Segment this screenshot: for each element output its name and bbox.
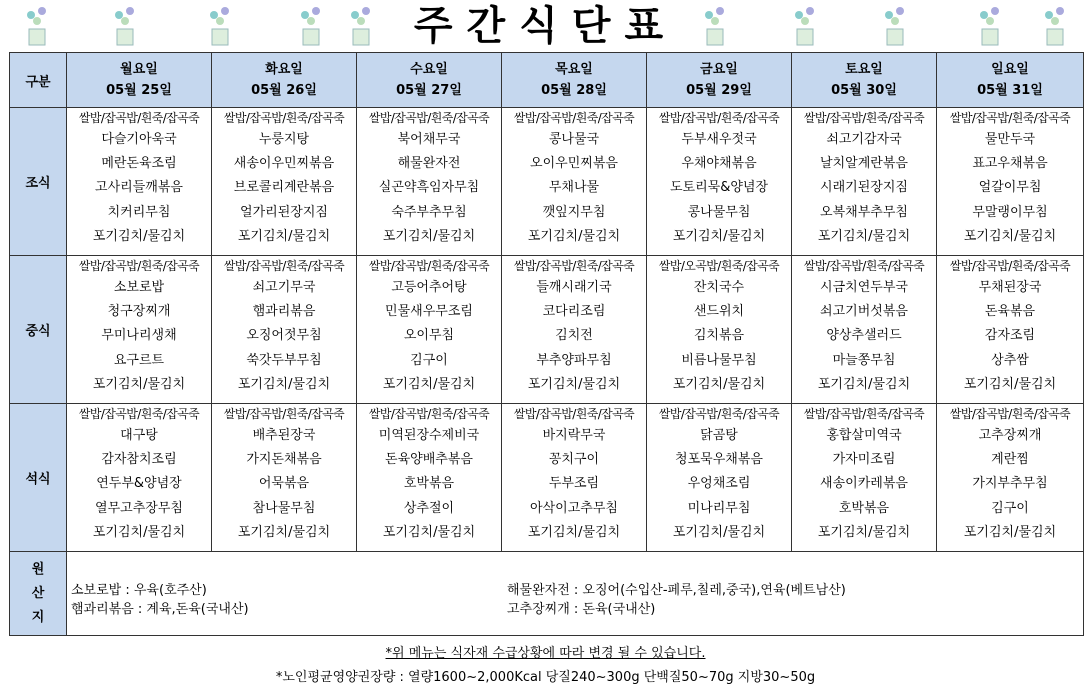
menu-item: 대구탕 bbox=[120, 428, 158, 443]
menu-item: 포기김치/물김치 bbox=[92, 524, 186, 540]
menu-item: 포기김치/물김치 bbox=[817, 524, 911, 540]
menu-item: 포기김치/물김치 bbox=[382, 376, 476, 392]
day-header bbox=[502, 53, 647, 108]
menu-item: 소보로밥 bbox=[113, 280, 165, 295]
menu-cell bbox=[502, 108, 647, 256]
day-name: 토요일 bbox=[845, 62, 883, 77]
menu-item: 무채나물 bbox=[548, 180, 600, 196]
menu-item: 호박볶음 bbox=[838, 500, 890, 516]
origin-line bbox=[71, 581, 1083, 600]
menu-item: 김구이 bbox=[410, 352, 448, 368]
menu-cell bbox=[502, 256, 647, 404]
weekly-menu-table bbox=[9, 52, 1084, 636]
menu-item: 얼갈이무침 bbox=[978, 180, 1042, 196]
menu-item: 포기김치/물김치 bbox=[963, 376, 1057, 392]
menu-item: 다슬기아욱국 bbox=[101, 132, 177, 147]
meal-rows bbox=[10, 108, 1084, 552]
menu-item: 부추양파무침 bbox=[536, 352, 612, 368]
menu-item: 쇠고기감자국 bbox=[826, 132, 902, 147]
day-date: 05월 31일 bbox=[977, 83, 1043, 98]
gubun-header: 구분 bbox=[10, 53, 67, 108]
menu-item: 포기김치/물김치 bbox=[92, 376, 186, 392]
menu-item: 쇠고기버섯볶음 bbox=[820, 304, 908, 320]
menu-item: 포기김치/물김치 bbox=[963, 524, 1057, 540]
menu-item: 상추쌈 bbox=[991, 352, 1029, 368]
origin-line bbox=[71, 600, 1083, 619]
menu-item: 쇠고기무국 bbox=[252, 280, 316, 295]
menu-item: 마늘쫑무침 bbox=[832, 352, 896, 368]
menu-item: 닭곰탕 bbox=[700, 428, 738, 443]
page-header bbox=[0, 0, 1091, 52]
menu-item: 포기김치/물김치 bbox=[527, 228, 621, 244]
menu-cell bbox=[937, 256, 1084, 404]
menu-item: 쌀밥/잡곡밥/흰죽/잡곡죽 bbox=[949, 407, 1071, 421]
menu-cell bbox=[647, 108, 792, 256]
menu-cell bbox=[67, 404, 212, 552]
menu-item: 표고우채볶음 bbox=[972, 156, 1048, 172]
menu-cell bbox=[212, 108, 357, 256]
nutrition-notice: *노인평균영양권장량 : 열량1600~2,000Kcal 당질240~300g 단백질50~70g 지방30~50g bbox=[275, 670, 816, 685]
origin-label-char: 산 bbox=[31, 585, 45, 601]
menu-cell bbox=[502, 404, 647, 552]
menu-item: 양상추샐러드 bbox=[826, 328, 902, 344]
menu-item: 쌀밥/잡곡밥/흰죽/잡곡죽 bbox=[78, 111, 200, 125]
menu-item: 미역된장수제비국 bbox=[378, 428, 480, 443]
menu-item: 돈육양배추볶음 bbox=[385, 452, 473, 468]
menu-cell bbox=[792, 108, 937, 256]
menu-item: 쌀밥/잡곡밥/흰죽/잡곡죽 bbox=[368, 259, 490, 273]
day-date: 05월 25일 bbox=[106, 83, 172, 98]
menu-item: 새송이우민찌볶음 bbox=[233, 156, 335, 172]
day-date: 05월 30일 bbox=[831, 83, 897, 98]
menu-item: 쌀밥/잡곡밥/흰죽/잡곡죽 bbox=[658, 407, 780, 421]
day-name: 월요일 bbox=[120, 62, 158, 77]
menu-item: 쌀밥/잡곡밥/흰죽/잡곡죽 bbox=[949, 259, 1071, 273]
menu-item: 김치볶음 bbox=[693, 328, 745, 344]
day-header bbox=[937, 53, 1084, 108]
day-name: 목요일 bbox=[555, 62, 593, 77]
meal-row bbox=[10, 404, 1084, 552]
day-header-row bbox=[10, 53, 1084, 108]
day-header bbox=[792, 53, 937, 108]
menu-item: 실곤약흑임자무침 bbox=[378, 180, 480, 196]
origin-label-char: 지 bbox=[31, 609, 45, 625]
menu-item: 미나리무침 bbox=[687, 500, 751, 516]
origin-row bbox=[10, 552, 1084, 636]
day-header bbox=[357, 53, 502, 108]
menu-item: 도토리묵&양념장 bbox=[669, 180, 769, 196]
menu-item: 쌀밥/잡곡밥/흰죽/잡곡죽 bbox=[78, 407, 200, 421]
menu-item: 배추된장국 bbox=[252, 428, 316, 443]
menu-item: 무말랭이무침 bbox=[972, 204, 1048, 220]
meal-row bbox=[10, 108, 1084, 256]
menu-item: 포기김치/물김치 bbox=[237, 228, 331, 244]
menu-item: 날치알계란볶음 bbox=[820, 156, 908, 172]
menu-item: 연두부&양념장 bbox=[96, 476, 182, 492]
day-name: 일요일 bbox=[991, 62, 1029, 77]
menu-item: 들깨시래기국 bbox=[536, 280, 612, 295]
origin-entry: 햄과리볶음 : 계육,돈육(국내산) bbox=[71, 601, 249, 617]
origin-entry: 소보로밥 : 우육(호주산) bbox=[71, 582, 207, 598]
menu-item: 시금치연두부국 bbox=[820, 280, 908, 295]
menu-cell bbox=[357, 404, 502, 552]
menu-item: 감자조림 bbox=[984, 328, 1036, 344]
menu-cell bbox=[212, 256, 357, 404]
menu-item: 오이무침 bbox=[403, 328, 455, 344]
menu-item: 쌀밥/잡곡밥/흰죽/잡곡죽 bbox=[223, 259, 345, 273]
origin-entry: 고추장찌개 : 돈육(국내산) bbox=[507, 601, 656, 617]
origin-content bbox=[67, 552, 1084, 636]
menu-item: 우채야채볶음 bbox=[681, 156, 757, 172]
menu-item: 고등어추어탕 bbox=[391, 280, 467, 295]
menu-item: 포기김치/물김치 bbox=[382, 228, 476, 244]
menu-cell bbox=[937, 108, 1084, 256]
menu-item: 오이우민찌볶음 bbox=[530, 156, 618, 172]
menu-item: 열무고추장무침 bbox=[95, 500, 183, 516]
menu-item: 포기김치/물김치 bbox=[672, 228, 766, 244]
menu-item: 청구장찌개 bbox=[107, 304, 171, 320]
menu-item: 포기김치/물김치 bbox=[527, 524, 621, 540]
menu-item: 쌀밥/잡곡밥/흰죽/잡곡죽 bbox=[223, 407, 345, 421]
meal-row bbox=[10, 256, 1084, 404]
day-header bbox=[67, 53, 212, 108]
menu-item: 쌀밥/잡곡밥/흰죽/잡곡죽 bbox=[658, 111, 780, 125]
menu-item: 요구르트 bbox=[113, 352, 165, 368]
menu-item: 감자참치조림 bbox=[101, 452, 177, 468]
day-header bbox=[212, 53, 357, 108]
menu-item: 메란돈육조림 bbox=[101, 156, 177, 172]
menu-item: 쌀밥/잡곡밥/흰죽/잡곡죽 bbox=[78, 259, 200, 273]
menu-item: 얼가리된장지짐 bbox=[240, 204, 328, 220]
menu-item: 비름나물무침 bbox=[681, 352, 757, 368]
menu-item: 가자미조림 bbox=[832, 452, 896, 468]
menu-item: 포기김치/물김치 bbox=[237, 376, 331, 392]
menu-cell bbox=[67, 108, 212, 256]
menu-item: 햄과리볶음 bbox=[252, 304, 316, 320]
menu-item: 고추장찌개 bbox=[978, 428, 1042, 443]
menu-item: 치커리무침 bbox=[107, 204, 171, 220]
menu-item: 두부조림 bbox=[548, 476, 600, 492]
menu-item: 아삭이고추무침 bbox=[530, 500, 618, 516]
menu-item: 꽁치구이 bbox=[548, 452, 600, 468]
menu-item: 샌드위치 bbox=[693, 304, 745, 320]
day-header bbox=[647, 53, 792, 108]
menu-item: 민물새우무조림 bbox=[385, 304, 473, 320]
menu-item: 쑥갓두부무침 bbox=[246, 352, 322, 368]
menu-change-notice: *위 메뉴는 식자재 수급상황에 따라 변경 될 수 있습니다. bbox=[385, 646, 706, 661]
menu-item: 포기김치/물김치 bbox=[963, 228, 1057, 244]
menu-cell bbox=[357, 108, 502, 256]
menu-item: 쌀밥/잡곡밥/흰죽/잡곡죽 bbox=[513, 259, 635, 273]
menu-item: 누룽지탕 bbox=[258, 132, 310, 147]
menu-item: 포기김치/물김치 bbox=[92, 228, 186, 244]
menu-item: 김치전 bbox=[555, 328, 593, 344]
menu-item: 포기김치/물김치 bbox=[672, 524, 766, 540]
menu-item: 계란찜 bbox=[991, 452, 1029, 468]
menu-item: 상추절이 bbox=[403, 500, 455, 516]
menu-item: 쌀밥/잡곡밥/흰죽/잡곡죽 bbox=[949, 111, 1071, 125]
menu-item: 포기김치/물김치 bbox=[382, 524, 476, 540]
menu-item: 숙주부추무침 bbox=[391, 204, 467, 220]
menu-cell bbox=[357, 256, 502, 404]
menu-item: 돈육볶음 bbox=[984, 304, 1036, 320]
menu-item: 우엉채조림 bbox=[687, 476, 751, 492]
menu-item: 콩나물국 bbox=[548, 132, 600, 147]
menu-item: 브로콜리계란볶음 bbox=[233, 180, 335, 196]
menu-item: 포기김치/물김치 bbox=[527, 376, 621, 392]
menu-item: 청포묵우채볶음 bbox=[675, 452, 763, 468]
meal-label: 중식 bbox=[10, 256, 67, 404]
menu-item: 쌀밥/잡곡밥/흰죽/잡곡죽 bbox=[513, 407, 635, 421]
menu-item: 가지돈채볶음 bbox=[246, 452, 322, 468]
day-date: 05월 28일 bbox=[541, 83, 607, 98]
menu-cell bbox=[792, 256, 937, 404]
menu-item: 포기김치/물김치 bbox=[817, 376, 911, 392]
menu-cell bbox=[212, 404, 357, 552]
page-title: 주간식단표 bbox=[413, 3, 678, 49]
menu-item: 고사리들깨볶음 bbox=[95, 180, 183, 196]
menu-item: 잔치국수 bbox=[693, 280, 745, 295]
menu-item: 시래기된장지짐 bbox=[820, 180, 908, 196]
day-date: 05월 29일 bbox=[686, 83, 752, 98]
menu-item: 콩나물무침 bbox=[687, 204, 751, 220]
menu-cell bbox=[67, 256, 212, 404]
menu-item: 오복채부추무침 bbox=[820, 204, 908, 220]
menu-item: 김구이 bbox=[991, 500, 1029, 516]
meal-label: 조식 bbox=[10, 108, 67, 256]
menu-item: 호박볶음 bbox=[403, 476, 455, 492]
menu-cell bbox=[792, 404, 937, 552]
menu-item: 쌀밥/잡곡밥/흰죽/잡곡죽 bbox=[368, 111, 490, 125]
menu-item: 참나물무침 bbox=[252, 500, 316, 516]
day-date: 05월 26일 bbox=[251, 83, 317, 98]
menu-item: 쌀밥/잡곡밥/흰죽/잡곡죽 bbox=[803, 111, 925, 125]
menu-item: 가지부추무침 bbox=[972, 476, 1048, 492]
menu-item: 두부새우젓국 bbox=[681, 132, 757, 147]
day-name: 금요일 bbox=[700, 62, 738, 77]
origin-label bbox=[10, 552, 67, 636]
menu-item: 물만두국 bbox=[984, 132, 1036, 147]
menu-item: 쌀밥/잡곡밥/흰죽/잡곡죽 bbox=[803, 259, 925, 273]
menu-item: 북어채무국 bbox=[397, 132, 461, 147]
menu-item: 새송이카레볶음 bbox=[820, 476, 908, 492]
menu-item: 쌀밥/잡곡밥/흰죽/잡곡죽 bbox=[513, 111, 635, 125]
menu-item: 무채된장국 bbox=[978, 280, 1042, 295]
menu-cell bbox=[647, 256, 792, 404]
menu-item: 쌀밥/잡곡밥/흰죽/잡곡죽 bbox=[368, 407, 490, 421]
menu-item: 포기김치/물김치 bbox=[817, 228, 911, 244]
menu-item: 홍합살미역국 bbox=[826, 428, 902, 443]
origin-label-char: 원 bbox=[31, 561, 45, 577]
day-name: 수요일 bbox=[410, 62, 448, 77]
origin-entry: 해물완자전 : 오징어(수입산-페루,칠레,중국),연육(베트남산) bbox=[507, 582, 846, 598]
menu-item: 쌀밥/잡곡밥/흰죽/잡곡죽 bbox=[223, 111, 345, 125]
menu-item: 코다리조림 bbox=[542, 304, 606, 320]
menu-item: 포기김치/물김치 bbox=[237, 524, 331, 540]
day-date: 05월 27일 bbox=[396, 83, 462, 98]
menu-item: 무미나리생채 bbox=[101, 328, 177, 344]
menu-item: 포기김치/물김치 bbox=[672, 376, 766, 392]
menu-item: 어묵볶음 bbox=[258, 476, 310, 492]
menu-cell bbox=[937, 404, 1084, 552]
menu-item: 깻잎지무침 bbox=[542, 204, 606, 220]
menu-item: 쌀밥/잡곡밥/흰죽/잡곡죽 bbox=[803, 407, 925, 421]
menu-item: 해물완자전 bbox=[397, 156, 461, 172]
menu-item: 오징어젓무침 bbox=[246, 328, 322, 344]
menu-item: 바지락무국 bbox=[542, 428, 606, 443]
menu-cell bbox=[647, 404, 792, 552]
menu-item: 쌀밥/오곡밥/흰죽/잡곡죽 bbox=[658, 259, 780, 273]
meal-label: 석식 bbox=[10, 404, 67, 552]
day-name: 화요일 bbox=[265, 62, 303, 77]
